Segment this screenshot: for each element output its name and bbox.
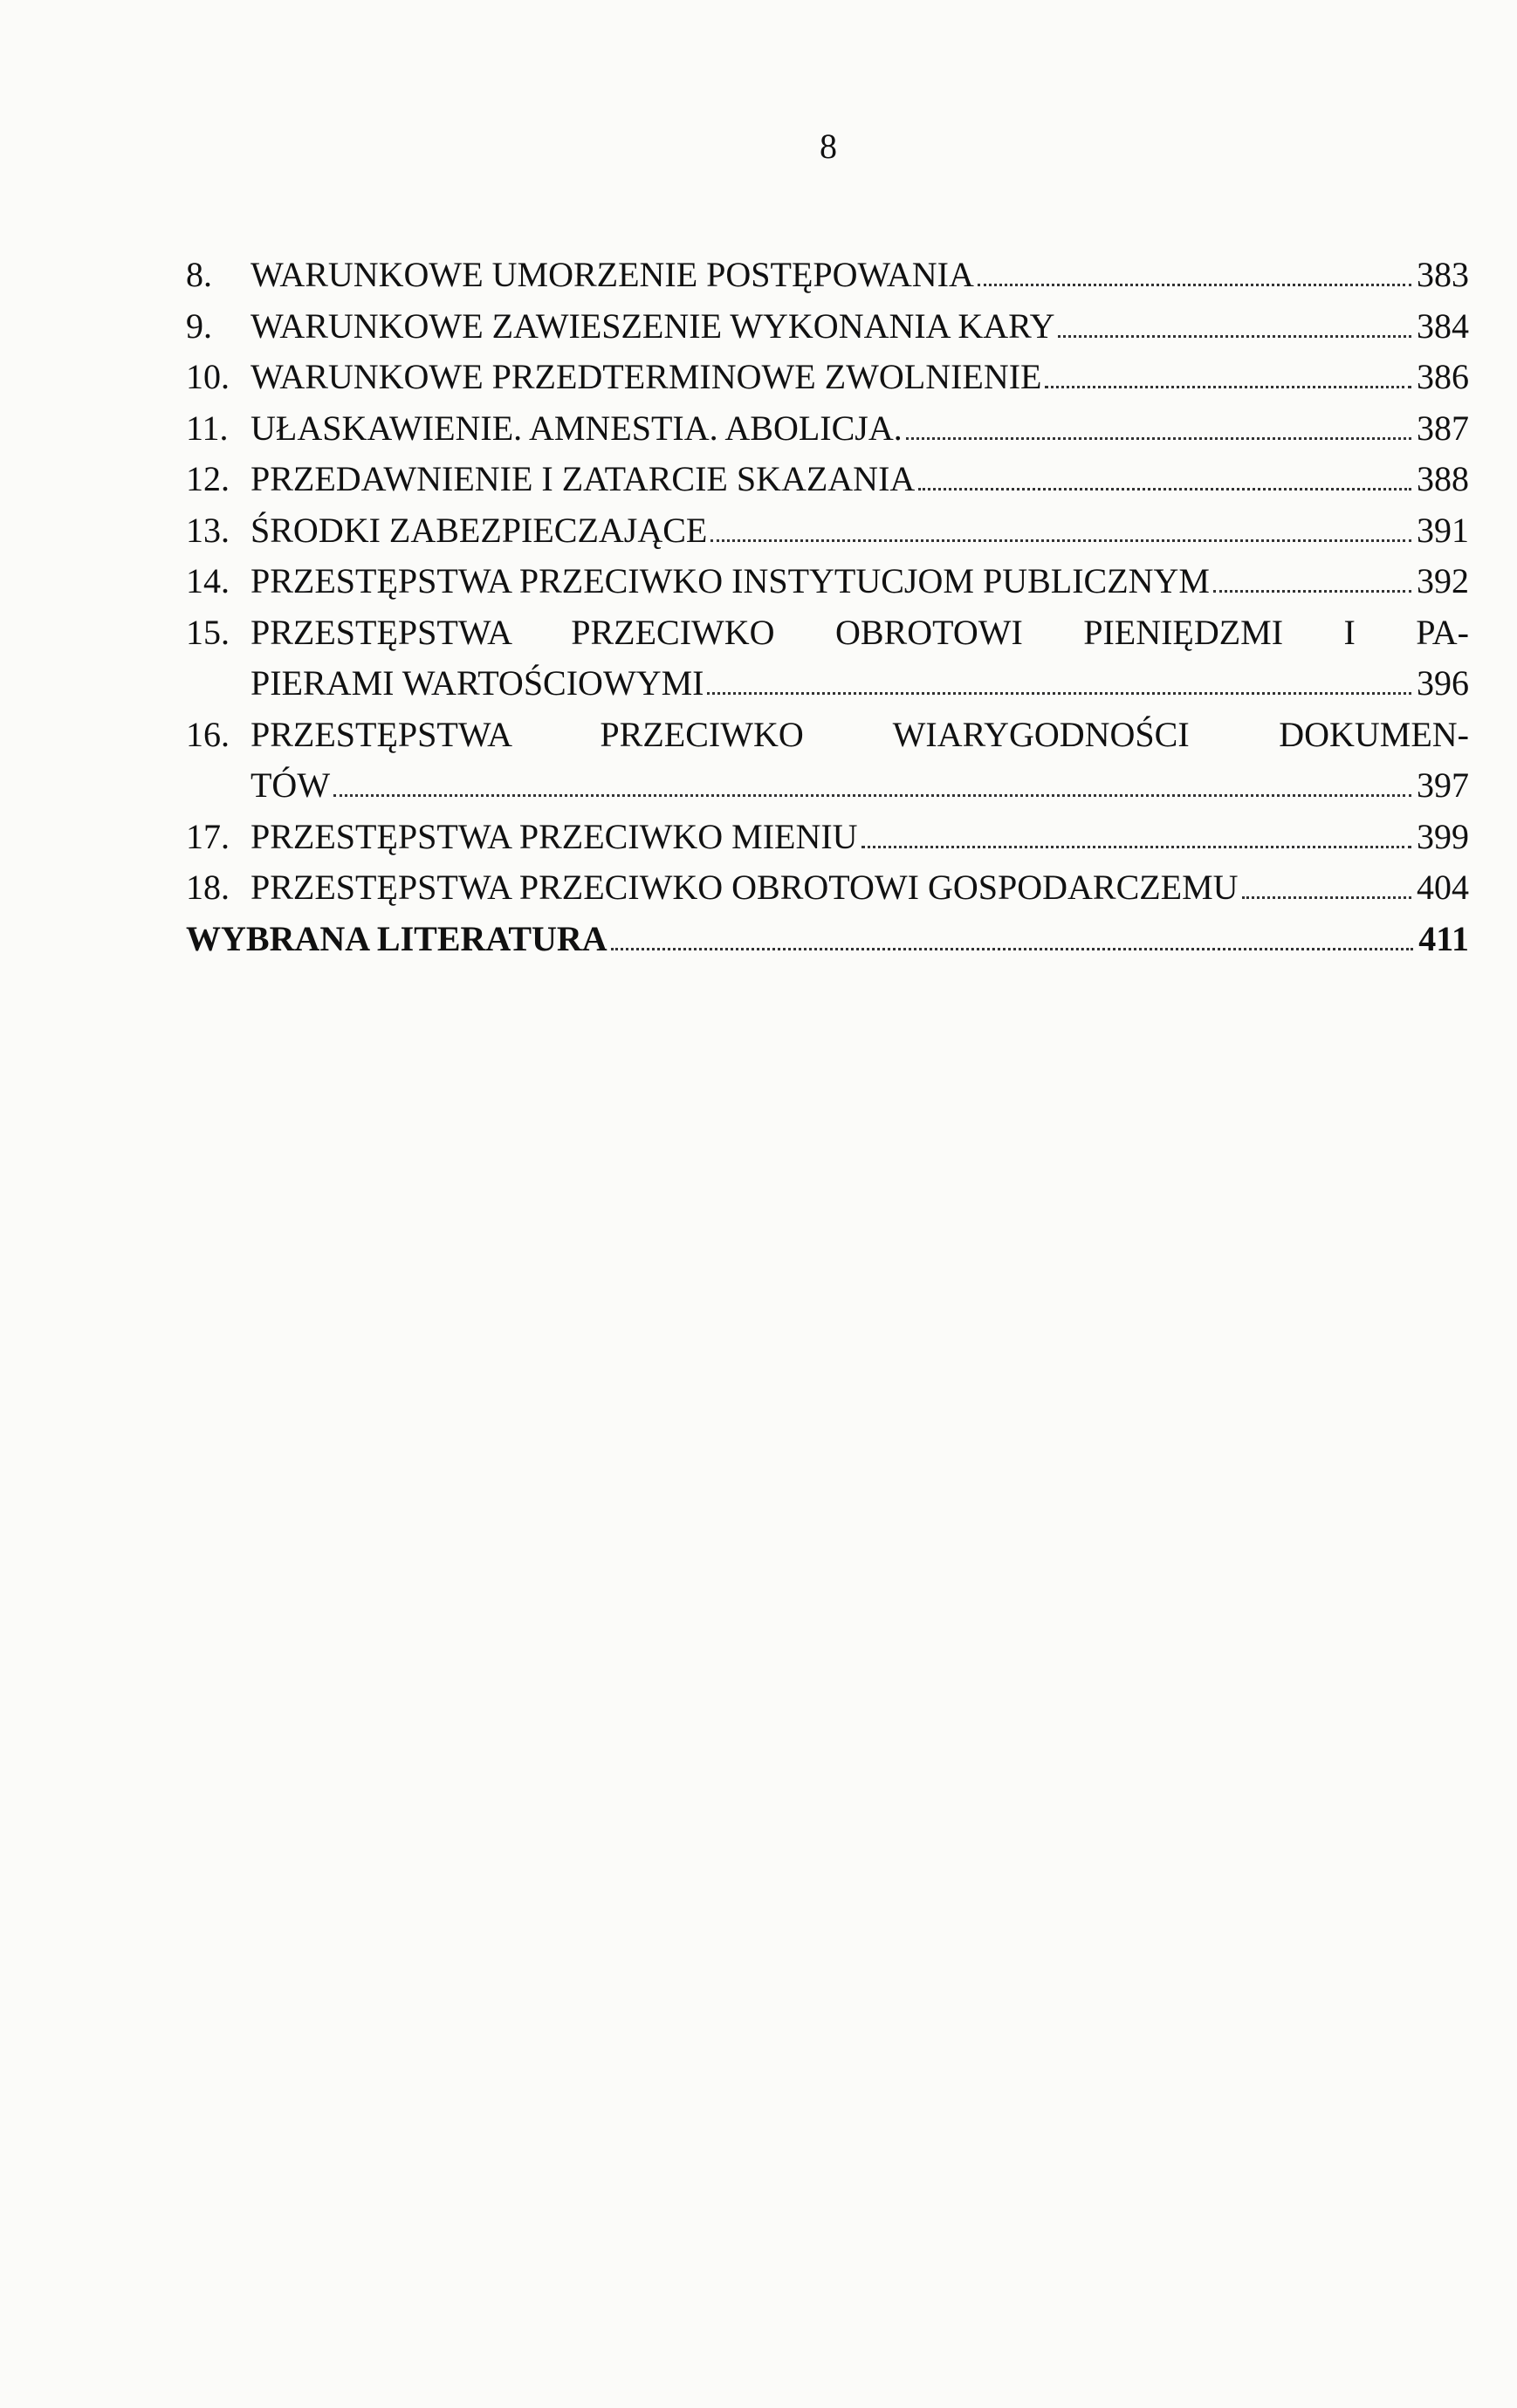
entry-title: PIERAMI WARTOŚCIOWYMI [251,663,704,703]
entry-number: 10. [186,357,230,396]
entry-title: WARUNKOWE PRZEDTERMINOWE ZWOLNIENIE [251,357,1042,396]
entry-title: PRZESTĘPSTWA PRZECIWKO MIENIU [251,816,858,856]
entry-page: 384 [1417,305,1469,346]
toc-entry-9 [186,301,1469,353]
entry-number: 14. [186,561,230,600]
entry-page: 392 [1417,561,1469,600]
dot-leader [707,691,1411,695]
toc-entry-15 [186,607,1469,710]
toc-entry-12 [186,454,1469,505]
entry-page: 404 [1417,868,1469,907]
dot-leader [918,487,1411,491]
dot-leader [861,845,1411,848]
toc-entry-14 [186,556,1469,607]
toc-entry-literature [186,914,1469,965]
table-of-contents [186,250,1469,964]
entry-title-line-1: PRZESTĘPSTWA PRZECIWKO OBROTOWI PIENIĘDZMI I PA- [251,612,1469,652]
entry-number: 15. [186,612,230,652]
entry-number: 13. [186,510,230,550]
toc-entry-11 [186,403,1469,455]
entry-number: 9. [186,305,212,346]
entry-number: 8. [186,255,212,294]
entry-page: 386 [1417,357,1469,396]
toc-entry-16 [186,710,1469,812]
dot-leader [611,947,1414,950]
toc-entry-18 [186,862,1469,914]
entry-number: 11. [186,408,229,448]
entry-title-line-1: PRZESTĘPSTWA PRZECIWKO WIARYGODNOŚCI DOKUMEN- [251,714,1469,754]
dot-leader [1058,334,1411,338]
entry-title: WARUNKOWE UMORZENIE POSTĘPOWANIA [251,255,974,294]
toc-entry-10 [186,352,1469,403]
entry-page: 399 [1417,816,1469,856]
entry-number: 18. [186,868,230,907]
entry-title: WYBRANA LITERATURA [186,918,607,958]
entry-page: 388 [1417,459,1469,498]
dot-leader [1213,589,1411,593]
entry-title: WARUNKOWE ZAWIESZENIE WYKONANIA KARY [251,305,1055,346]
toc-entry-13 [186,505,1469,557]
dot-leader [1045,385,1411,388]
dot-leader [710,539,1411,542]
entry-page: 411 [1418,918,1469,958]
entry-number: 12. [186,459,230,498]
dot-leader [978,283,1411,286]
toc-entry-17 [186,812,1469,863]
entry-title: ŚRODKI ZABEZPIECZAJĄCE [251,510,708,550]
entry-number: 17. [186,816,230,856]
page-number: 8 [820,127,837,166]
dot-leader [1242,895,1411,899]
entry-title: PRZEDAWNIENIE I ZATARCIE SKAZANIA [251,459,916,498]
dot-leader [333,793,1411,797]
dot-leader [906,436,1411,440]
toc-entry-8 [186,250,1469,301]
entry-title: PRZESTĘPSTWA PRZECIWKO INSTYTUCJOM PUBLICZNYM [251,561,1210,600]
entry-title: PRZESTĘPSTWA PRZECIWKO OBROTOWI GOSPODARCZEMU [251,868,1239,907]
entry-page: 383 [1417,255,1469,294]
entry-page: 397 [1417,765,1469,805]
entry-number: 16. [186,714,230,754]
entry-page: 387 [1417,408,1469,448]
entry-title: UŁASKAWIENIE. AMNESTIA. ABOLICJA. [251,408,903,448]
entry-page: 396 [1417,663,1469,703]
entry-page: 391 [1417,510,1469,550]
entry-title: TÓW [251,765,331,805]
